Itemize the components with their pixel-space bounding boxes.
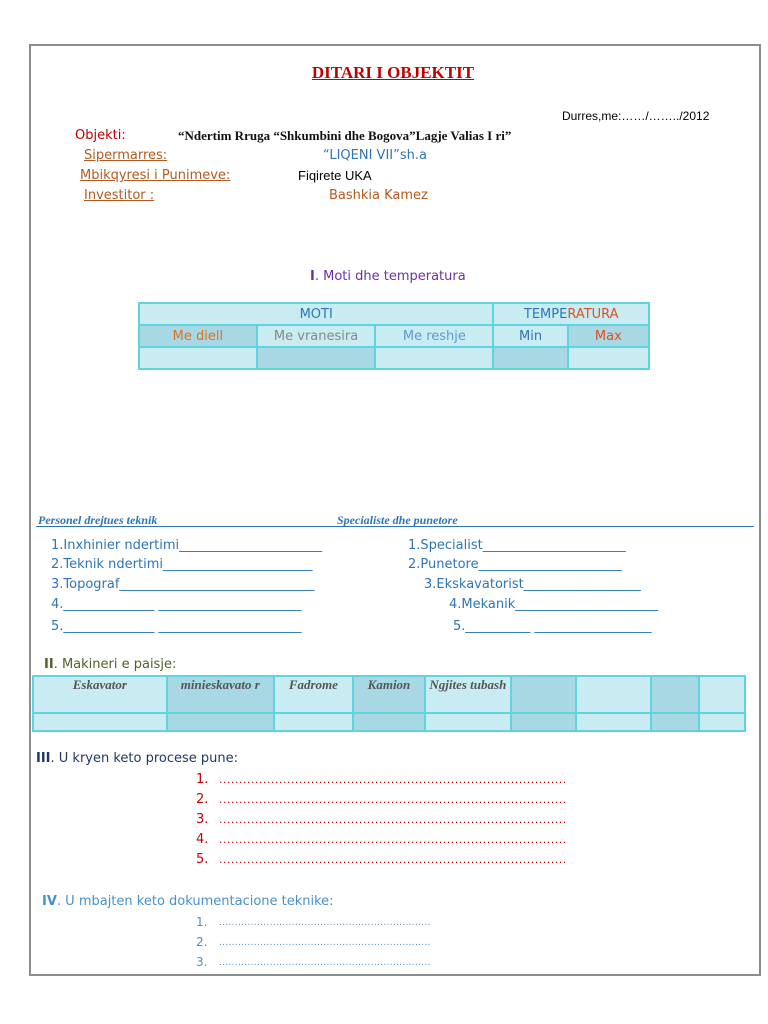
col-eskavator: Eskavator	[33, 676, 167, 713]
objekti-value: “Ndertim Rruga “Shkumbini dhe Bogova”Lagje Valias I ri”	[178, 128, 512, 143]
staff-left-item: 1.Inxhinier ndertimi______________________	[51, 538, 323, 553]
section-1-title: . Moti dhe temperatura	[314, 269, 466, 284]
document-title: DITARI I OBJEKTIT	[311, 63, 475, 82]
section-3-numeral: III	[36, 751, 51, 766]
col-ngjites-tubash: Ngjites tubash	[425, 676, 510, 713]
col-empty	[511, 676, 577, 713]
document-item-number: 1.	[196, 915, 208, 929]
date-line: Durres,me:……/……../2012	[562, 109, 710, 123]
section-4-numeral: IV	[42, 894, 57, 909]
document-item-number: 2.	[196, 935, 208, 949]
cell-machine[interactable]	[167, 713, 274, 731]
cell-machine[interactable]	[699, 713, 745, 731]
temperatura-header: TEMPERATURA	[493, 303, 649, 325]
process-item-line[interactable]: .......................................................................................	[219, 813, 567, 826]
investitor-label: Investitor :	[84, 188, 155, 203]
col-fadrome: Fadrome	[274, 676, 353, 713]
section-4-heading	[42, 894, 334, 909]
section-1-numeral: I	[310, 269, 315, 284]
col-kamion: Kamion	[353, 676, 425, 713]
process-item-number: 5.	[196, 852, 209, 867]
objekti-label: Objekti:	[75, 128, 126, 143]
staff-right-item: 1.Specialist______________________	[408, 538, 626, 553]
process-item-number: 1.	[196, 772, 209, 787]
investitor-value: Bashkia Kamez	[329, 188, 428, 203]
cell-machine[interactable]	[651, 713, 699, 731]
process-item-line[interactable]: .......................................................................................	[219, 853, 567, 866]
weather-table	[138, 302, 650, 370]
process-item-line[interactable]: .......................................................................................	[219, 793, 567, 806]
cell-me-vranesira[interactable]	[257, 347, 376, 369]
staff-left-item: 5.______________ ______________________	[51, 619, 302, 634]
machines-table	[32, 675, 746, 732]
document-item-line[interactable]: ...................................................................	[219, 918, 431, 928]
mbikqyresi-value: Fiqirete UKA	[298, 168, 372, 183]
cell-machine[interactable]	[425, 713, 510, 731]
document-item-line[interactable]: ...................................................................	[219, 938, 431, 948]
cell-me-diell[interactable]	[139, 347, 257, 369]
col-empty	[651, 676, 699, 713]
section-1-heading	[310, 269, 466, 284]
col-me-vranesira: Me vranesira	[257, 325, 376, 347]
staff-right-item: 2.Punetore______________________	[408, 557, 622, 572]
cell-machine[interactable]	[576, 713, 650, 731]
section-2-heading	[44, 657, 176, 672]
staff-left-item: 4.______________ ______________________	[51, 597, 302, 612]
cell-machine[interactable]	[511, 713, 577, 731]
cell-machine[interactable]	[353, 713, 425, 731]
process-item-line[interactable]: .......................................................................................	[219, 833, 567, 846]
staff-left-heading: Personel drejtues teknik	[38, 513, 158, 527]
col-me-reshje: Me reshje	[375, 325, 493, 347]
process-item-number: 3.	[196, 812, 209, 827]
section-2-numeral: II	[44, 657, 54, 672]
staff-right-heading: Specialiste dhe punetore	[337, 513, 458, 527]
moti-header: MOTI	[139, 303, 493, 325]
process-item-number: 4.	[196, 832, 209, 847]
process-item-line[interactable]: .......................................................................................	[219, 773, 567, 786]
section-2-title: . Makineri e paisje:	[53, 657, 177, 672]
mbikqyresi-label: Mbikqyresi i Punimeve:	[80, 168, 231, 183]
staff-right-item: 3.Ekskavatorist__________________	[424, 577, 641, 592]
sipermarres-label: Sipermarres:	[84, 148, 168, 163]
cell-min[interactable]	[493, 347, 567, 369]
col-empty	[699, 676, 745, 713]
section-4-title: . U mbajten keto dokumentacione teknike:	[56, 894, 334, 909]
col-empty	[576, 676, 650, 713]
section-3-heading	[36, 751, 238, 766]
staff-left-item: 2.Teknik ndertimi_______________________	[51, 557, 313, 572]
staff-right-item: 5.__________ __________________	[453, 619, 652, 634]
process-item-number: 2.	[196, 792, 209, 807]
col-minieskavator: minieskavato r	[167, 676, 274, 713]
sipermarres-value: “LIQENI VII”sh.a	[323, 148, 427, 163]
cell-machine[interactable]	[33, 713, 167, 731]
document-item-line[interactable]: ...................................................................	[219, 958, 431, 968]
document-item-number: 3.	[196, 955, 208, 969]
col-me-diell: Me diell	[139, 325, 257, 347]
section-3-title: . U kryen keto procese pune:	[50, 751, 239, 766]
cell-machine[interactable]	[274, 713, 353, 731]
cell-max[interactable]	[568, 347, 649, 369]
staff-right-item: 4.Mekanik______________________	[449, 597, 659, 612]
col-min: Min	[493, 325, 567, 347]
staff-left-item: 3.Topograf______________________________	[51, 577, 315, 592]
cell-me-reshje[interactable]	[375, 347, 493, 369]
col-max: Max	[568, 325, 649, 347]
